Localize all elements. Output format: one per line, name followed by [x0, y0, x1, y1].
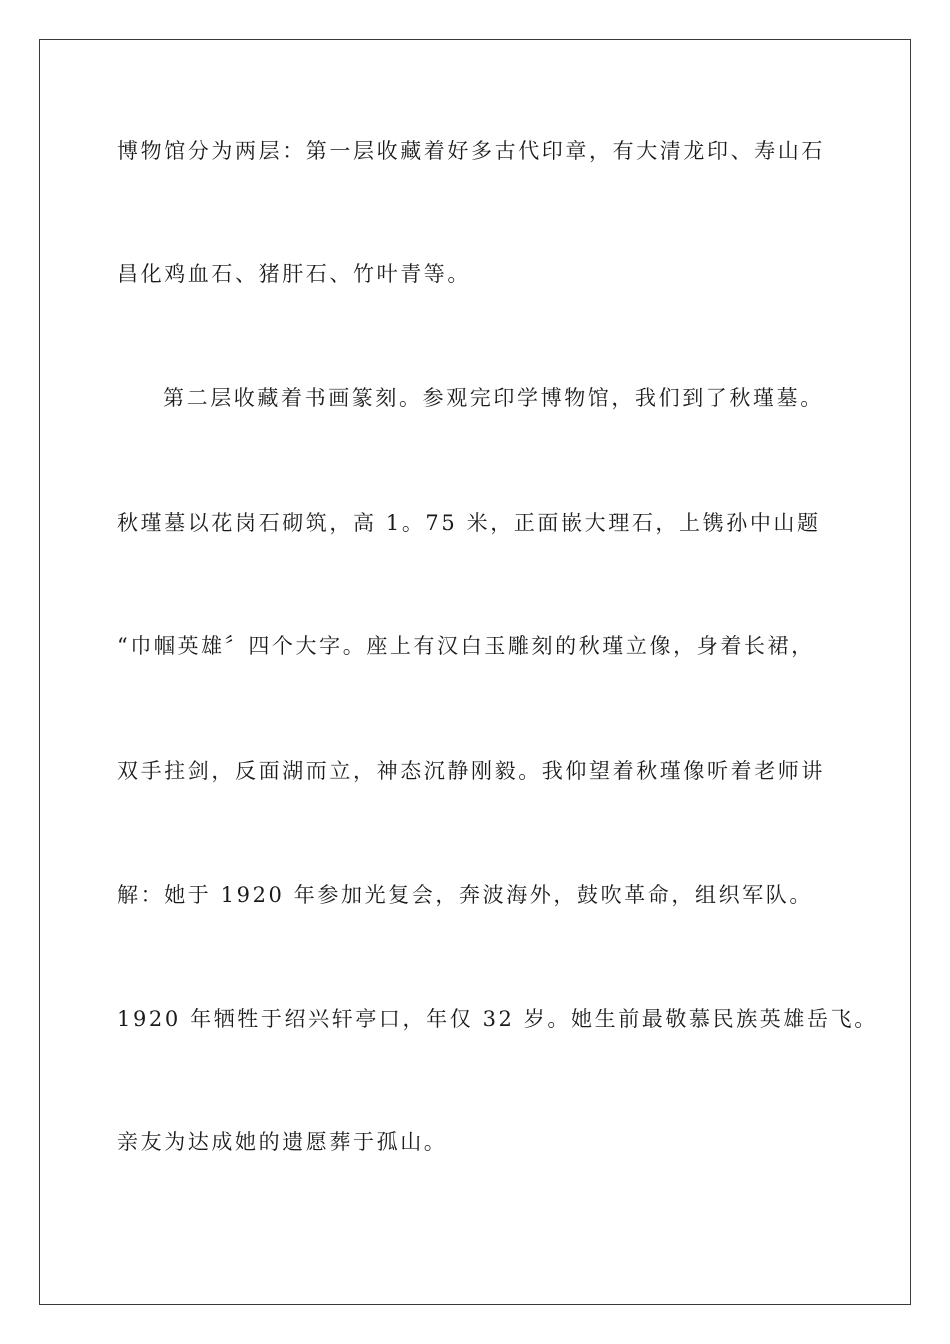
page-border: [39, 39, 911, 1305]
text-line-6: 双手拄剑，反面湖而立，神态沉静刚毅。我仰望着秋瑾像听着老师讲: [117, 759, 825, 783]
text-line-1: 博物馆分为两层：第一层收藏着好多古代印章，有大清龙印、寿山石: [117, 139, 825, 163]
text-line-4: 秋瑾墓以花岗石砌筑，高 1。75 米，正面嵌大理石，上镌孙中山题: [117, 511, 821, 535]
text-line-8: 1920 年牺牲于绍兴轩亭口，年仅 32 岁。她生前最敬慕民族英雄岳飞。: [117, 1007, 878, 1031]
text-line-5: “巾帼英雄〞四个大字。座上有汉白玉雕刻的秋瑾立像，身着长裙，: [117, 634, 815, 658]
text-line-3: 第二层收藏着书画篆刻。参观完印学博物馆，我们到了秋瑾墓。: [163, 386, 824, 410]
text-line-2: 昌化鸡血石、猪肝石、竹叶青等。: [117, 262, 471, 286]
text-line-7: 解：她于 1920 年参加光复会，奔波海外，鼓吹革命，组织军队。: [117, 883, 813, 907]
text-line-9: 亲友为达成她的遗愿葬于孤山。: [117, 1130, 448, 1154]
